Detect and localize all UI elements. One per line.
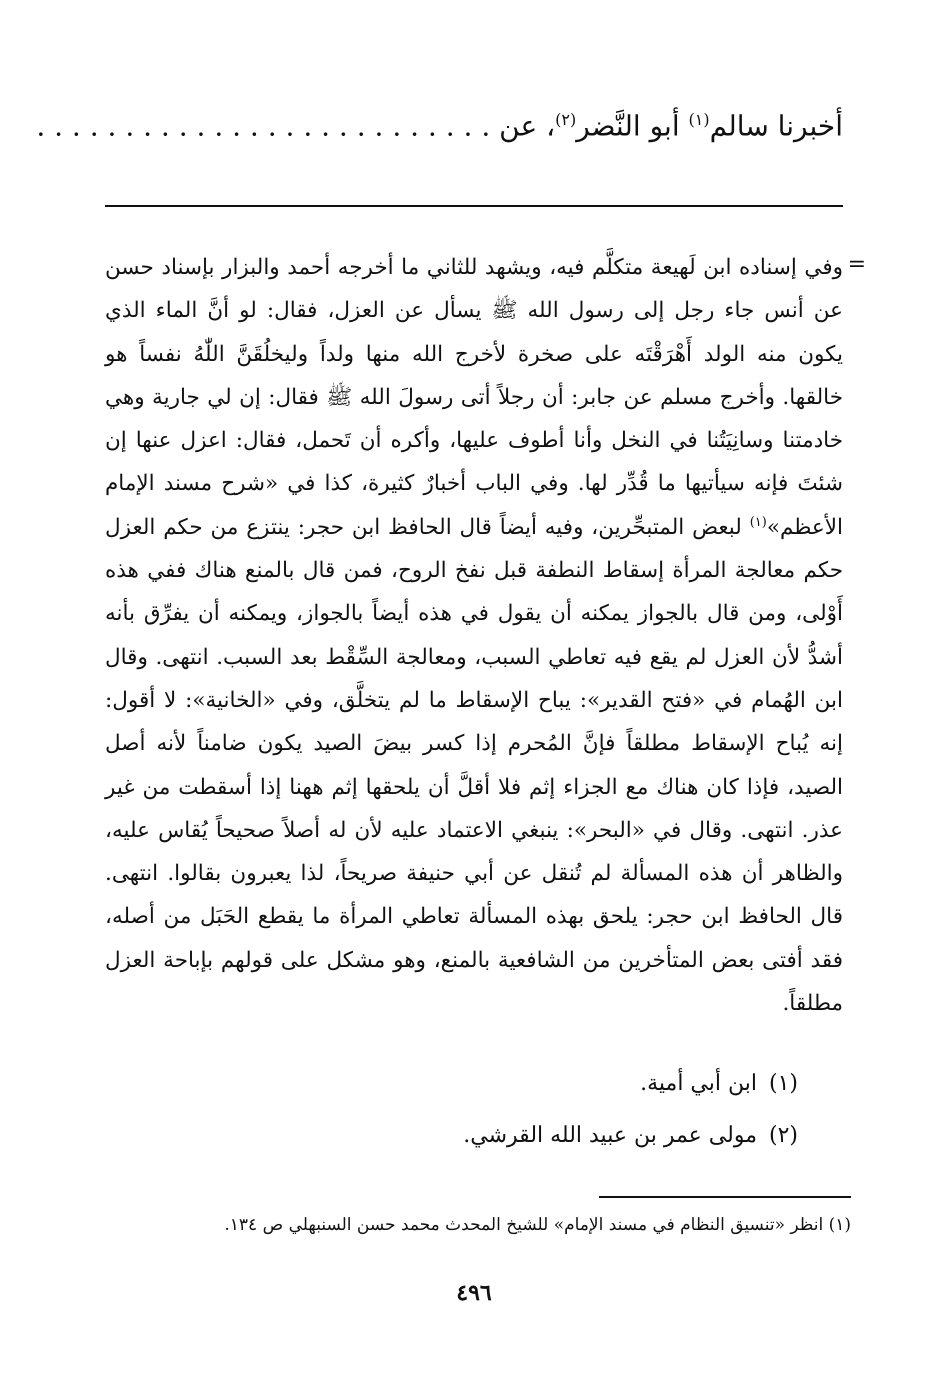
commentary-body	[105, 246, 843, 1025]
page-number: ٤٩٦	[456, 1280, 492, 1306]
hadith-chain-line	[36, 100, 843, 146]
footnote-text: انظر «تنسيق النظام في مسند الإمام» للشيخ المحدث محمد حسن السنبهلي ص ١٣٤.	[224, 1215, 824, 1235]
chain-ref-1[interactable]: (١)	[688, 110, 710, 129]
chain-prefix: أخبرنا سالم	[709, 109, 843, 143]
top-divider	[105, 205, 843, 207]
chain-suffix: ، عن	[499, 109, 556, 143]
continuation-mark: =	[847, 252, 866, 277]
note-text: مولى عمر بن عبيد الله القرشي.	[463, 1123, 757, 1148]
chain-ref-2[interactable]: (٢)	[555, 110, 577, 129]
note-text: ابن أبي أمية.	[640, 1071, 757, 1096]
narrator-notes	[105, 1058, 798, 1162]
note-number: (١)	[768, 1071, 798, 1096]
footnote-divider	[599, 1196, 851, 1198]
commentary-text-part-2: لبعض المتبحِّرين، وفيه أيضاً قال الحافظ ابن حجر: ينتزع من حكم العزل حكم معالجة المرأة إسقاط النطفة قبل نفخ الروح، فمن قال بالمنع هناك ففي هذه أَوْلى، ومن قال بالجواز يمكنه أن يقول في هذه أيضاً بالجواز، ويمكنه أن يفرِّق بأنه أشدُّ لأن العزل لم يقع فيه تعاطي السبب، ومعالجة السِّقْط بعد السبب. انتهى. وقال ابن الهُمام في «فتح القدير»: يباح الإسقاط ما لم يتخلَّق، وفي «الخانية»: لا أقول: إنه يُباح الإسقاط مطلقاً فإنَّ المُحرم إذا كسر بيضَ الصيد يكون ضامناً لأنه أصل الصيد، فإذا كان هناك مع الجزاء إثم فلا أقلَّ أن يلحقها إثم ههنا إذا أسقطت من غير عذر. انتهى. وقال في «البحر»: ينبغي الاعتماد عليه لأن له أصلاً صحيحاً يُقاس عليه، والظاهر أن هذه المسألة لم تُنقل عن أبي حنيفة صريحاً، لذا يعبرون بقالوا. انتهى. قال الحافظ ابن حجر: يلحق بهذه المسألة تعاطي المرأة ما يقطع الحَبَل من أصله، فقد أفتى بعض المتأخرين من الشافعية بالمنع، وهو مشكل على قولهم بإباحة العزل مطلقاً.	[105, 514, 843, 1017]
chain-middle: أبو النَّضر	[576, 109, 689, 143]
commentary-text-part-1: وفي إسناده ابن لَهيعة متكلَّم فيه، ويشهد للثاني ما أخرجه أحمد والبزار بإسناد حسن عن أنس جاء رجل إلى رسول الله ﷺ يسأل عن العزل، فقال: لو أنَّ الماء الذي يكون منه الولد أَهْرَقْتَه على صخرة لأخرج الله منها ولداً وليخلُقَنَّ اللّٰهُ نفساً هو خالقها. وأخرج مسلم عن جابر: أن رجلاً أتى رسولَ الله ﷺ فقال: إن لي جارية وهي خادمتنا وسانِيَتُنا في النخل وأنا أطوف عليها، وأكره أن تَحمل، فقال: اعزل عنها إن شئتَ فإنه سيأتيها ما قُدِّر لها. وفي الباب أخبارٌ كثيرة، كذا في «شرح مسند الإمام الأعظم»	[105, 255, 843, 540]
footnote-ref[interactable]: (١)	[749, 514, 767, 530]
footnote	[105, 1210, 851, 1240]
narrator-note-2	[105, 1110, 798, 1162]
narrator-note-1	[105, 1058, 798, 1110]
footnote-number: (١)	[828, 1215, 851, 1235]
chain-dots: . . . . . . . . . . . . . . . . . . . . . . . . . .	[36, 109, 500, 143]
note-number: (٢)	[768, 1123, 798, 1148]
